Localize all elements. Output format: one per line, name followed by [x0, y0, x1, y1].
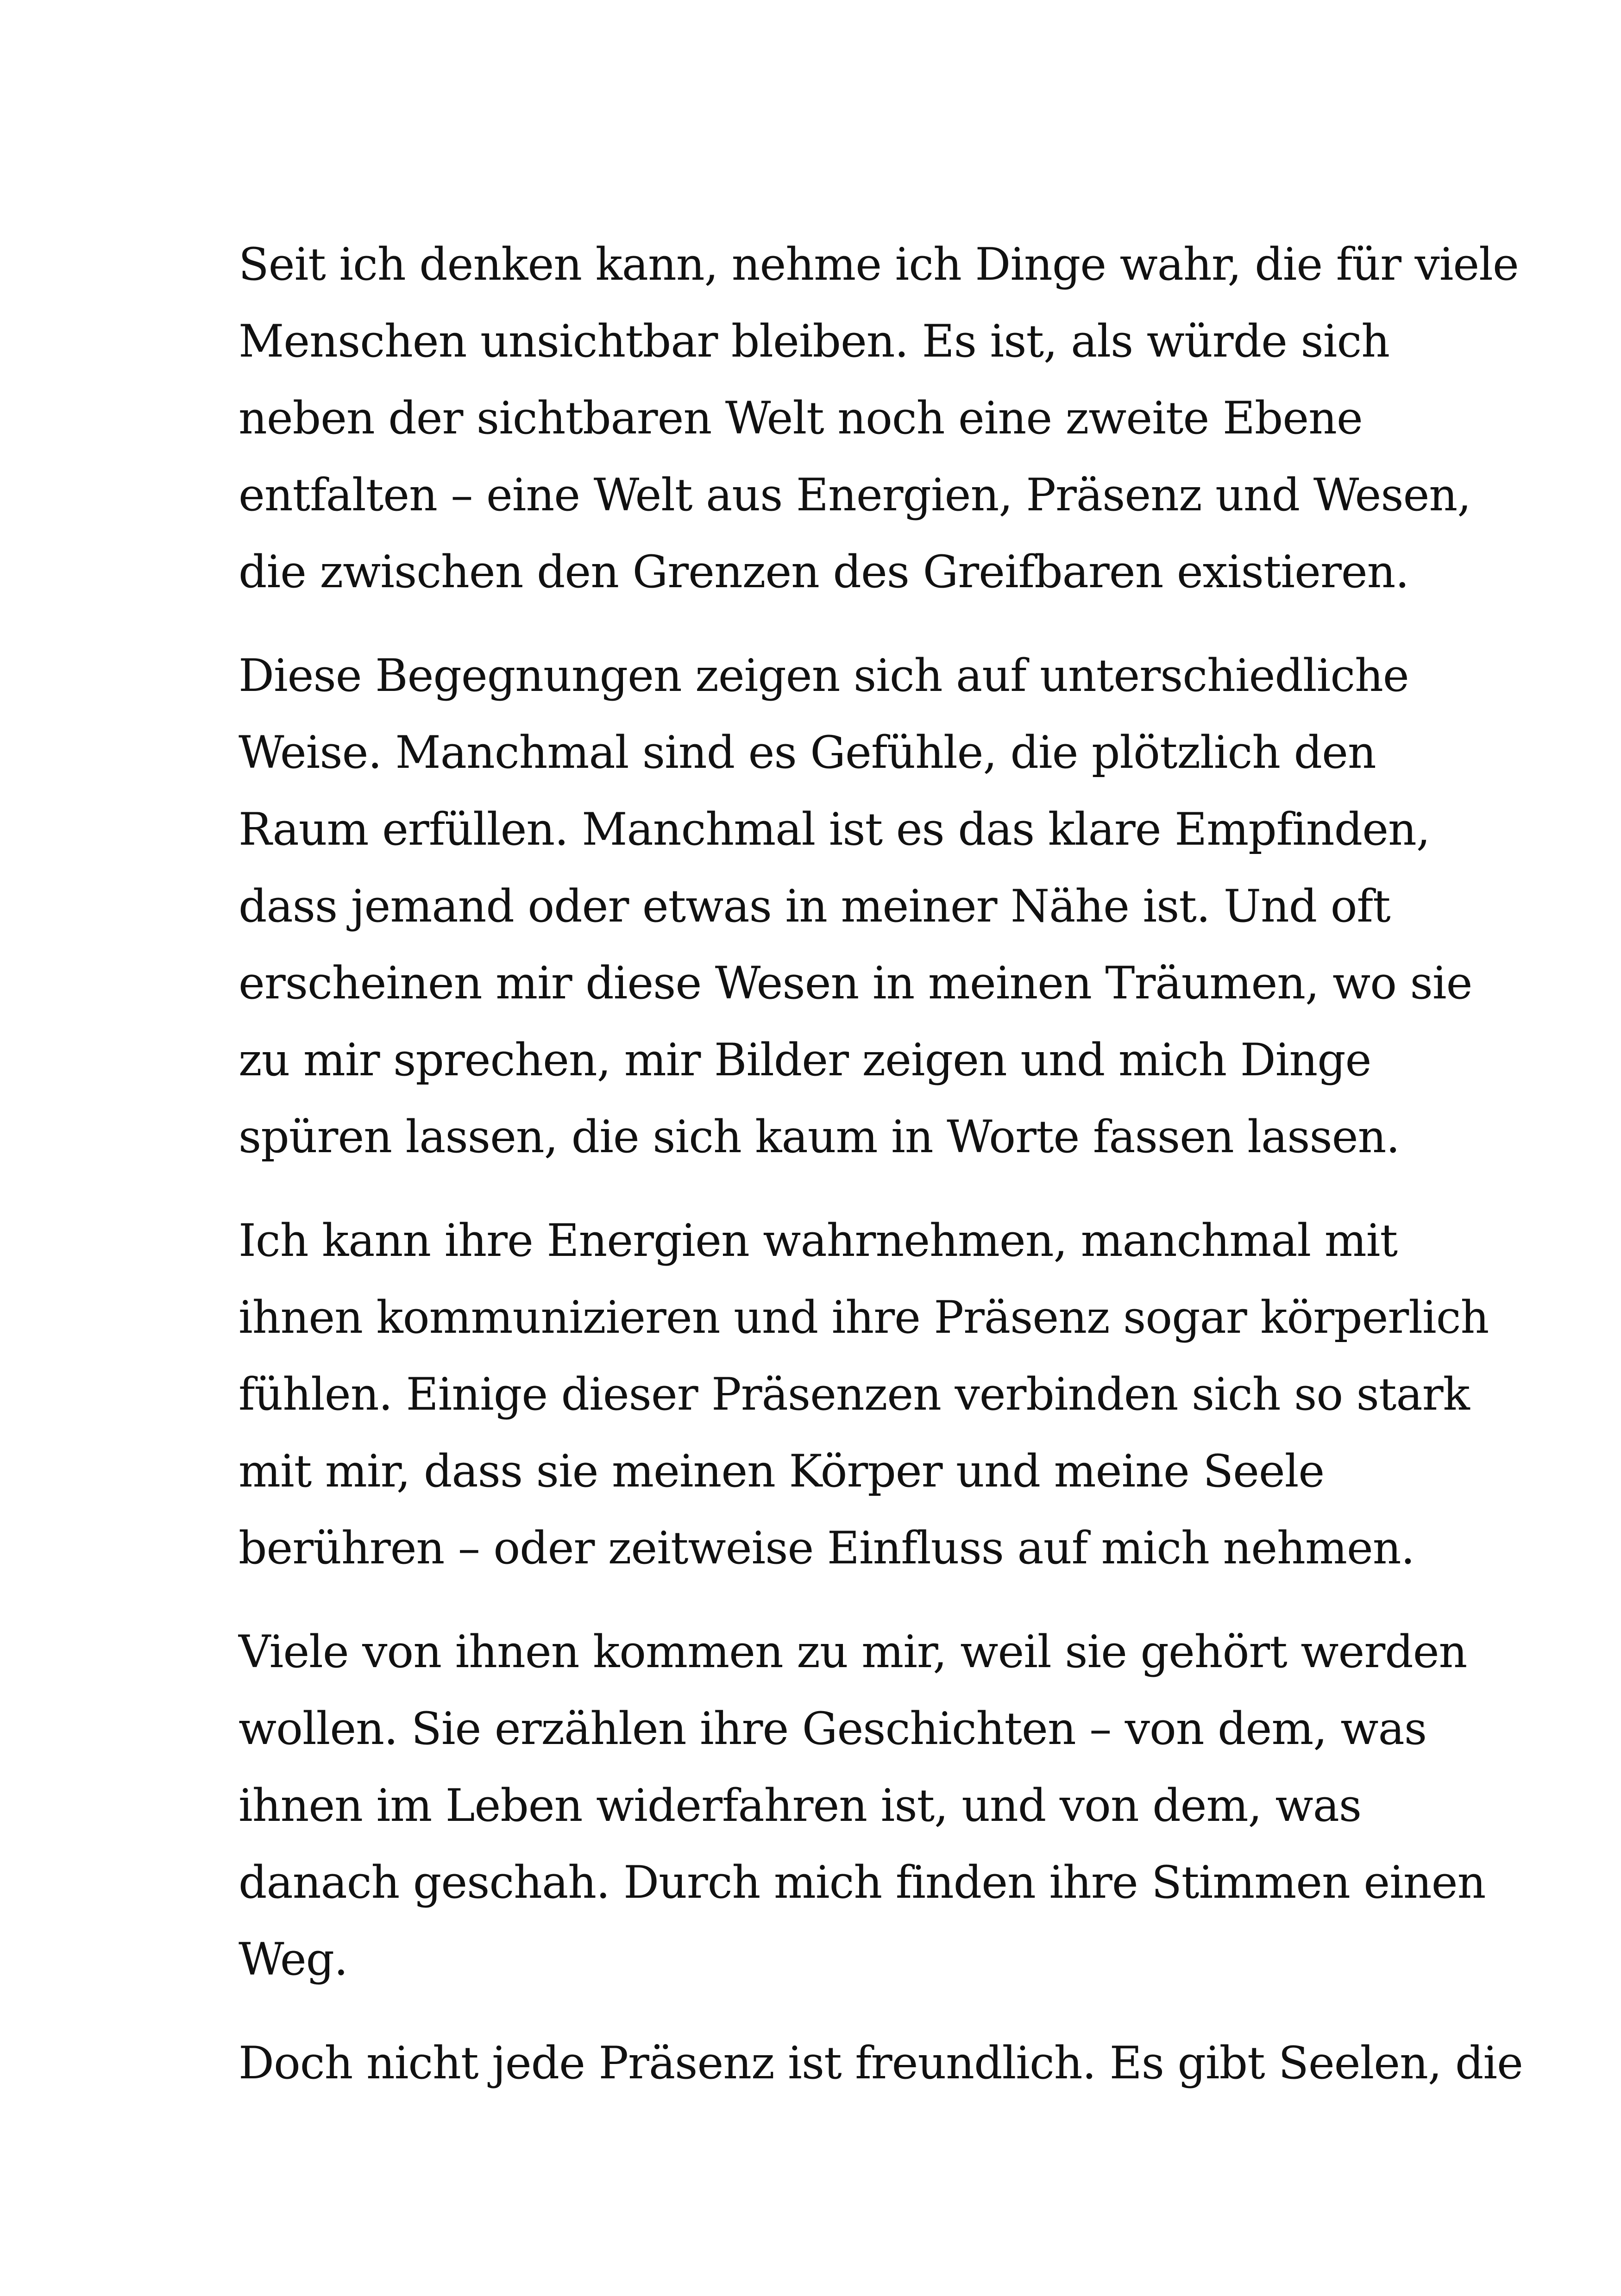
text-line: Seit ich denken kann, nehme ich Dinge wahr, die für viele [239, 238, 1519, 290]
text-line: Diese Begegnungen zeigen sich auf unterschiedliche [239, 650, 1409, 702]
text-line: Weg. [239, 1933, 348, 1985]
text-line: ihnen kommunizieren und ihre Präsenz sogar körperlich [239, 1292, 1489, 1343]
paragraph-1 [239, 226, 1519, 610]
paragraph-2 [239, 637, 1472, 1175]
text-line: erscheinen mir diese Wesen in meinen Träumen, wo sie [239, 957, 1472, 1009]
text-line: neben der sichtbaren Welt noch eine zweite Ebene [239, 392, 1363, 444]
text-line: Ich kann ihre Energien wahrnehmen, manchmal mit [239, 1215, 1398, 1267]
text-line: Weise. Manchmal sind es Gefühle, die plötzlich den [239, 727, 1376, 778]
text-line: ihnen im Leben widerfahren ist, und von dem, was [239, 1780, 1362, 1832]
paragraph-5 [239, 2025, 1523, 2102]
text-line: berühren – oder zeitweise Einfluss auf mich nehmen. [239, 1522, 1415, 1574]
body-text [239, 226, 1523, 2128]
text-line: Menschen unsichtbar bleiben. Es ist, als würde sich [239, 315, 1390, 367]
text-line: Viele von ihnen kommen zu mir, weil sie gehört werden [239, 1626, 1467, 1678]
text-line: Raum erfüllen. Manchmal ist es das klare Empfinden, [239, 803, 1430, 855]
text-line: danach geschah. Durch mich finden ihre Stimmen einen [239, 1857, 1486, 1908]
text-line: Doch nicht jede Präsenz ist freundlich. Es gibt Seelen, die [239, 2037, 1523, 2089]
text-line: entfalten – eine Welt aus Energien, Präsenz und Wesen, [239, 469, 1471, 521]
text-line: wollen. Sie erzählen ihre Geschichten – von dem, was [239, 1703, 1427, 1755]
paragraph-4 [239, 1613, 1486, 1998]
text-line: spüren lassen, die sich kaum in Worte fassen lassen. [239, 1111, 1400, 1163]
text-line: mit mir, dass sie meinen Körper und meine Seele [239, 1445, 1325, 1497]
text-line: dass jemand oder etwas in meiner Nähe ist. Und oft [239, 880, 1390, 932]
text-line: zu mir sprechen, mir Bilder zeigen und mich Dinge [239, 1034, 1371, 1086]
paragraph-3 [239, 1202, 1489, 1587]
text-line: fühlen. Einige dieser Präsenzen verbinden sich so stark [239, 1368, 1470, 1420]
text-line: die zwischen den Grenzen des Greifbaren existieren. [239, 546, 1409, 598]
